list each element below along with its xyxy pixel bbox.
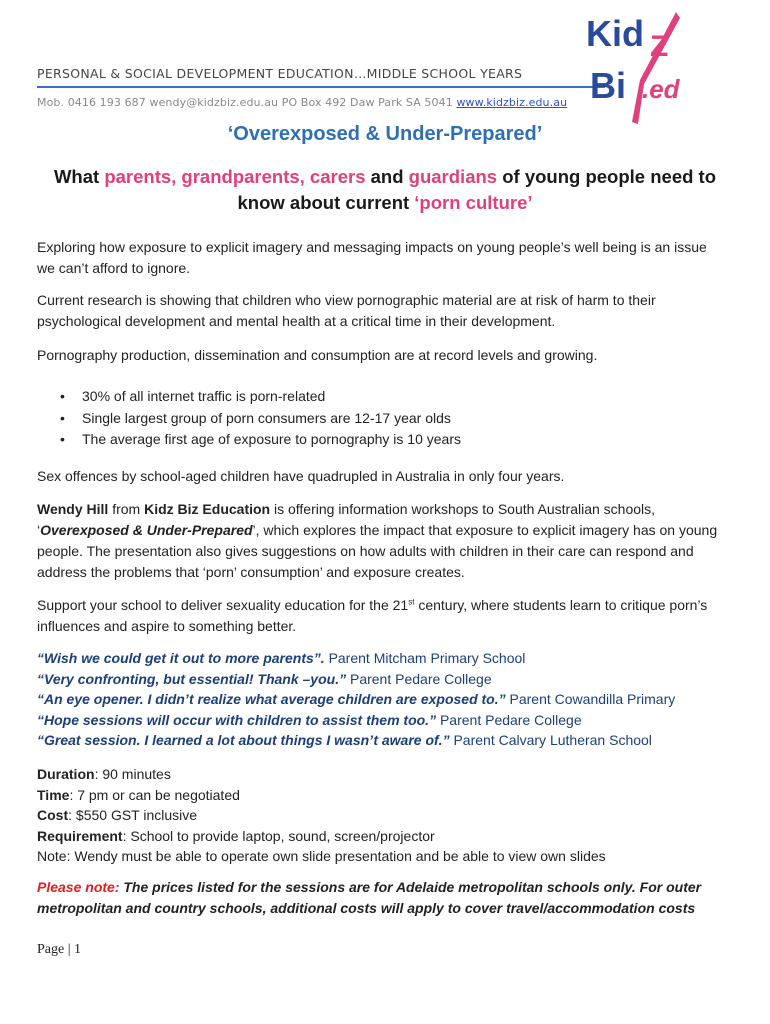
superscript: st bbox=[408, 597, 415, 607]
detail-label: Time bbox=[37, 786, 70, 803]
workshop-title: Overexposed & Under-Prepared bbox=[40, 522, 253, 538]
detail-time bbox=[37, 785, 737, 806]
header-title: PERSONAL & SOCIAL DEVELOPMENT EDUCATION…MIDDLE SCHOOL YEARS bbox=[37, 66, 523, 81]
text-run: ’, which explores the impact that exposure to explicit imagery has on young people. The presentation also gives suggestions on how adults with children in their care can respond and address the problems that ‘porn’ consumption’ and exposure creates. bbox=[37, 522, 718, 580]
testimonial-source: Parent Pedare College bbox=[439, 711, 582, 728]
testimonial bbox=[37, 669, 737, 690]
list-item: • Single largest group of porn consumers are 12-17 year olds bbox=[60, 408, 710, 430]
subtitle-highlight: parents, grandparents, carers bbox=[104, 166, 366, 187]
detail-label: Cost bbox=[37, 807, 69, 823]
logo-text-kid: Kid bbox=[586, 13, 644, 54]
document-title: ‘Overexposed & Under-Prepared’ bbox=[227, 123, 543, 145]
page-number: Page | 1 bbox=[37, 942, 82, 957]
note-label: Please note: bbox=[37, 879, 120, 895]
website-link[interactable]: www.kidzbiz.edu.au bbox=[456, 96, 568, 109]
detail-note: Note: Wendy must be able to operate own slide presentation and be able to view own slides bbox=[37, 848, 606, 864]
header-divider bbox=[37, 86, 605, 88]
detail-value: : 7 pm or can be negotiated bbox=[69, 786, 240, 803]
paragraph-research: Current research is showing that children who view pornographic material are at risk of harm to their psychological development and mental health at a critical time in their development. bbox=[37, 292, 656, 329]
paragraph-production: Pornography production, dissemination and consumption are at record levels and growing. bbox=[37, 347, 598, 363]
testimonial bbox=[37, 689, 737, 710]
header-contact bbox=[37, 96, 567, 109]
note-text: The prices listed for the sessions are for Adelaide metropolitan schools only. For outer metropolitan and country schools, additional costs will apply to cover travel/accommodation costs bbox=[37, 879, 702, 916]
list-item: • The average first age of exposure to pornography is 10 years bbox=[60, 429, 710, 451]
statistics-list bbox=[60, 386, 710, 451]
logo-text-z: Z bbox=[650, 30, 669, 63]
subtitle-highlight: guardians bbox=[408, 166, 498, 187]
logo-text-biz: Bi bbox=[590, 65, 626, 106]
paragraph-workshop bbox=[37, 499, 727, 583]
text-run: century, where students learn to critique porn’s influences and aspire to something better. bbox=[37, 597, 708, 634]
testimonial-source: Parent Cowandilla Primary bbox=[509, 691, 676, 707]
pricing-note bbox=[37, 877, 737, 919]
paragraph-intro: Exploring how exposure to explicit imagery and messaging impacts on young people’s well being is an issue we can’t afford to ignore. bbox=[37, 239, 707, 276]
testimonial bbox=[37, 730, 737, 751]
testimonial bbox=[37, 710, 737, 731]
detail-cost bbox=[37, 805, 737, 826]
testimonial-quote: “An eye opener. I didn’t realize what average children are exposed to.” bbox=[37, 691, 506, 707]
testimonial-source: Parent Mitcham Primary School bbox=[328, 650, 526, 666]
paragraph-offences: Sex offences by school-aged children have quadrupled in Australia in only four years. bbox=[37, 468, 565, 484]
logo-text-ed: .ed bbox=[642, 74, 680, 104]
subtitle-part: What bbox=[53, 166, 105, 187]
detail-value: : School to provide laptop, sound, screen/projector bbox=[122, 827, 435, 844]
session-details bbox=[37, 764, 737, 867]
testimonial bbox=[37, 648, 737, 669]
testimonial-source: Parent Pedare College bbox=[349, 670, 492, 687]
testimonial-quote: “Hope sessions will occur with children to assist them too.” bbox=[37, 711, 437, 728]
detail-requirement bbox=[37, 826, 737, 847]
list-item: • 30% of all internet traffic is porn-related bbox=[60, 386, 710, 408]
organisation-name: Kidz Biz Education bbox=[144, 501, 271, 517]
testimonial-quote: “Wish we could get it out to more parents”. bbox=[37, 650, 325, 666]
kidzbiz-logo bbox=[584, 6, 694, 126]
presenter-name: Wendy Hill bbox=[37, 501, 109, 517]
text-run: is offering information workshops to South Australian schools, ‘ bbox=[37, 501, 656, 538]
detail-duration bbox=[37, 764, 737, 785]
detail-label: Requirement bbox=[37, 827, 123, 844]
subtitle-highlight: ‘porn culture’ bbox=[414, 192, 533, 213]
detail-label: Duration bbox=[37, 766, 95, 782]
testimonials bbox=[37, 648, 737, 751]
detail-value: : 90 minutes bbox=[94, 766, 171, 782]
paragraph-support bbox=[37, 595, 727, 637]
text-run: Support your school to deliver sexuality education for the 21 bbox=[37, 597, 409, 613]
testimonial-source: Parent Calvary Lutheran School bbox=[453, 732, 652, 748]
contact-details: Mob. 0416 193 687 wendy@kidzbiz.edu.au PO Box 492 Daw Park SA 5041 bbox=[37, 96, 453, 109]
subtitle-part: and bbox=[365, 166, 409, 187]
text-run: from bbox=[108, 501, 145, 517]
document-subtitle bbox=[30, 164, 740, 216]
subtitle-part: of young people need to know about current bbox=[237, 166, 717, 213]
detail-value: : $550 GST inclusive bbox=[68, 807, 198, 823]
testimonial-quote: “Great session. I learned a lot about things I wasn’t aware of.” bbox=[37, 732, 450, 748]
testimonial-quote: “Very confronting, but essential! Thank –you.” bbox=[37, 670, 347, 687]
